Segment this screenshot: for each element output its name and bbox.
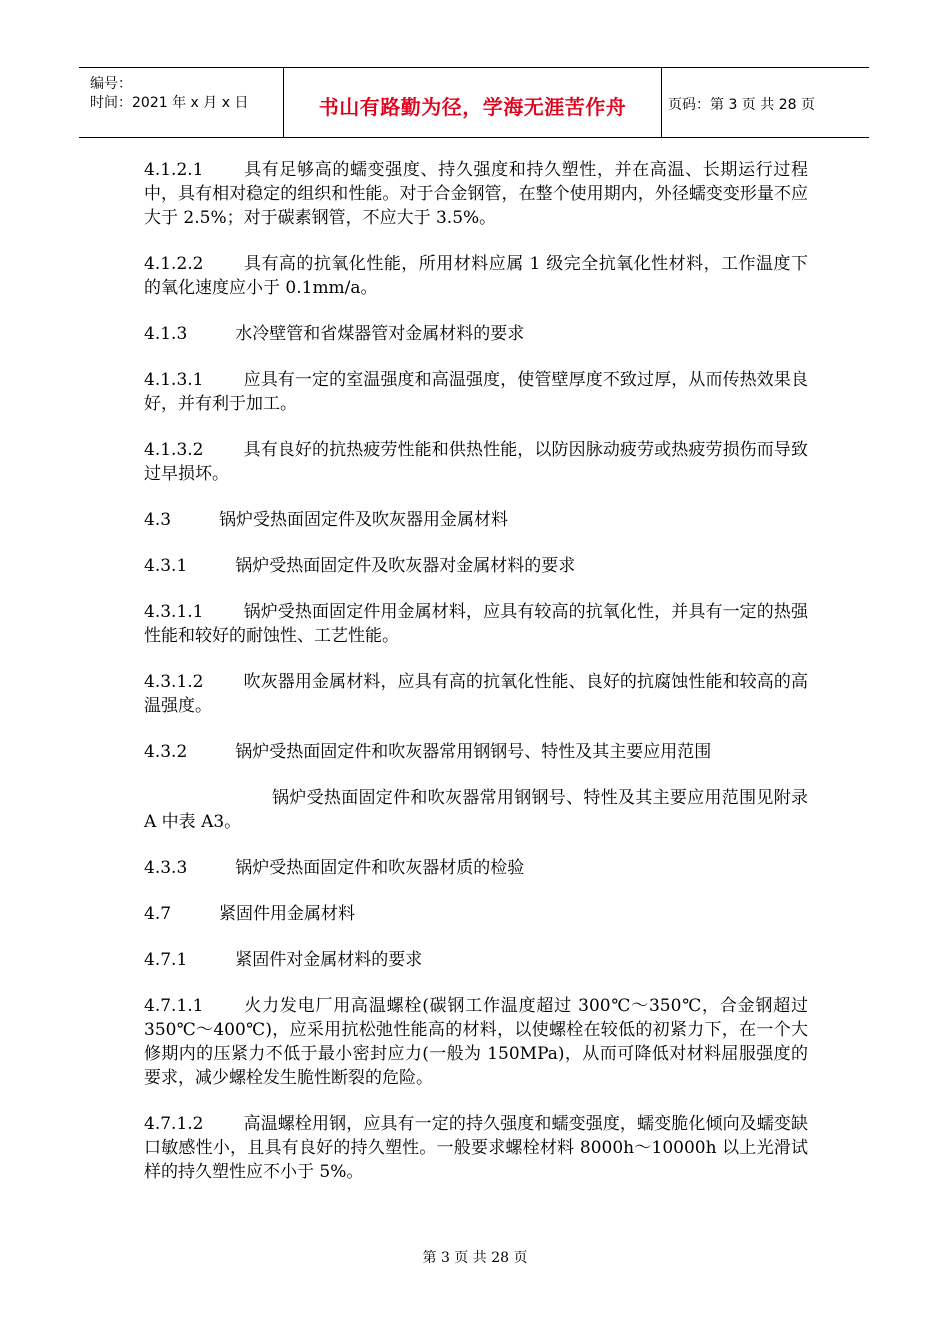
section-heading <box>144 902 808 926</box>
paragraph-text: 紧固件对金属材料的要求 <box>235 950 423 970</box>
paragraph-text: 应具有一定的室温强度和高温强度，使管壁厚度不致过厚，从而传热效果良好，并有利于加工。 <box>144 370 808 414</box>
paragraph-text: 锅炉受热面固定件和吹灰器常用钢钢号、特性及其主要应用范围 <box>235 742 712 762</box>
section-number: 4.3 <box>144 510 172 530</box>
header-page-cell <box>662 68 869 137</box>
paragraph-text: 锅炉受热面固定件和吹灰器材质的检验 <box>235 858 525 878</box>
paragraph-text: 锅炉受热面固定件和吹灰器常用钢钢号、特性及其主要应用范围见附录 A 中表 A3。 <box>144 788 808 832</box>
header-meta-cell <box>79 68 284 137</box>
paragraph <box>144 786 808 834</box>
paragraph-text: 高温螺栓用钢，应具有一定的持久强度和蠕变强度，蠕变脆化倾向及蠕变缺口敏感性小，且具有良好的持久塑性。一般要求螺栓材料 8000h～10000h 以上光滑试样的持久塑性应不小于 5%。 <box>144 1114 808 1182</box>
paragraph-text: 火力发电厂用高温螺栓(碳钢工作温度超过 300℃～350℃，合金钢超过 350℃～400℃)，应采用抗松弛性能高的材料，以使螺栓在较低的初紧力下，在一个大修期内的压紧力不低于最小密封应力(一般为 150MPa)，从而可降低对材料屈服强度的要求，减少螺栓发生脆性断裂的危险。 <box>144 996 808 1088</box>
section-heading <box>144 740 808 764</box>
section-number: 4.7.1.2 <box>144 1114 204 1134</box>
header-motto-cell <box>284 68 662 137</box>
section-number: 4.1.3 <box>144 324 188 344</box>
paragraph <box>144 994 808 1090</box>
document-body <box>144 158 808 1206</box>
page-header <box>79 67 869 138</box>
page-footer: 第 3 页 共 28 页 <box>422 1250 528 1266</box>
paragraph-text: 具有良好的抗热疲劳性能和供热性能，以防因脉动疲劳或热疲劳损伤而导致过早损坏。 <box>144 440 808 484</box>
section-heading <box>144 948 808 972</box>
paragraph-text: 锅炉受热面固定件及吹灰器对金属材料的要求 <box>235 556 576 576</box>
section-heading <box>144 322 808 346</box>
paragraph-text: 紧固件用金属材料 <box>219 904 356 924</box>
paragraph-text: 锅炉受热面固定件及吹灰器用金属材料 <box>219 510 509 530</box>
section-heading <box>144 856 808 880</box>
section-number: 4.7.1 <box>144 950 188 970</box>
serial-label: 编号： <box>90 76 132 92</box>
section-number: 4.3.2 <box>144 742 188 762</box>
section-number: 4.7 <box>144 904 172 924</box>
section-number: 4.3.3 <box>144 858 188 878</box>
section-heading <box>144 508 808 532</box>
header-page-label: 页码：第 3 页 共 28 页 <box>668 97 815 113</box>
paragraph <box>144 438 808 486</box>
section-heading <box>144 554 808 578</box>
time-label: 时间：2021 年 x 月 x 日 <box>90 95 249 111</box>
paragraph-text: 具有高的抗氧化性能，所用材料应属 1 级完全抗氧化性材料，工作温度下的氧化速度应小于 0.1mm/a。 <box>144 254 808 298</box>
section-number: 4.1.2.2 <box>144 254 204 274</box>
paragraph <box>144 1112 808 1184</box>
section-number: 4.3.1 <box>144 556 188 576</box>
paragraph <box>144 368 808 416</box>
section-number: 4.7.1.1 <box>144 996 204 1016</box>
section-number: 4.3.1.2 <box>144 672 204 692</box>
section-number: 4.1.3.2 <box>144 440 204 460</box>
paragraph-text: 具有足够高的蠕变强度、持久强度和持久塑性，并在高温、长期运行过程中，具有相对稳定的组织和性能。对于合金钢管，在整个使用期内，外径蠕变变形量不应大于 2.5%；对于碳素钢管，不应大于 3.5%。 <box>144 160 808 228</box>
paragraph-text: 水冷壁管和省煤器管对金属材料的要求 <box>235 324 525 344</box>
motto: 书山有路勤为径，学海无涯苦作舟 <box>318 95 627 119</box>
section-number: 4.1.2.1 <box>144 160 204 180</box>
section-number: 4.3.1.1 <box>144 602 204 622</box>
paragraph <box>144 158 808 230</box>
section-number: 4.1.3.1 <box>144 370 204 390</box>
paragraph-text: 锅炉受热面固定件用金属材料，应具有较高的抗氧化性，并具有一定的热强性能和较好的耐蚀性、工艺性能。 <box>144 602 808 646</box>
paragraph <box>144 252 808 300</box>
paragraph <box>144 600 808 648</box>
paragraph <box>144 670 808 718</box>
paragraph-text: 吹灰器用金属材料，应具有高的抗氧化性能、良好的抗腐蚀性能和较高的高温强度。 <box>144 672 808 716</box>
